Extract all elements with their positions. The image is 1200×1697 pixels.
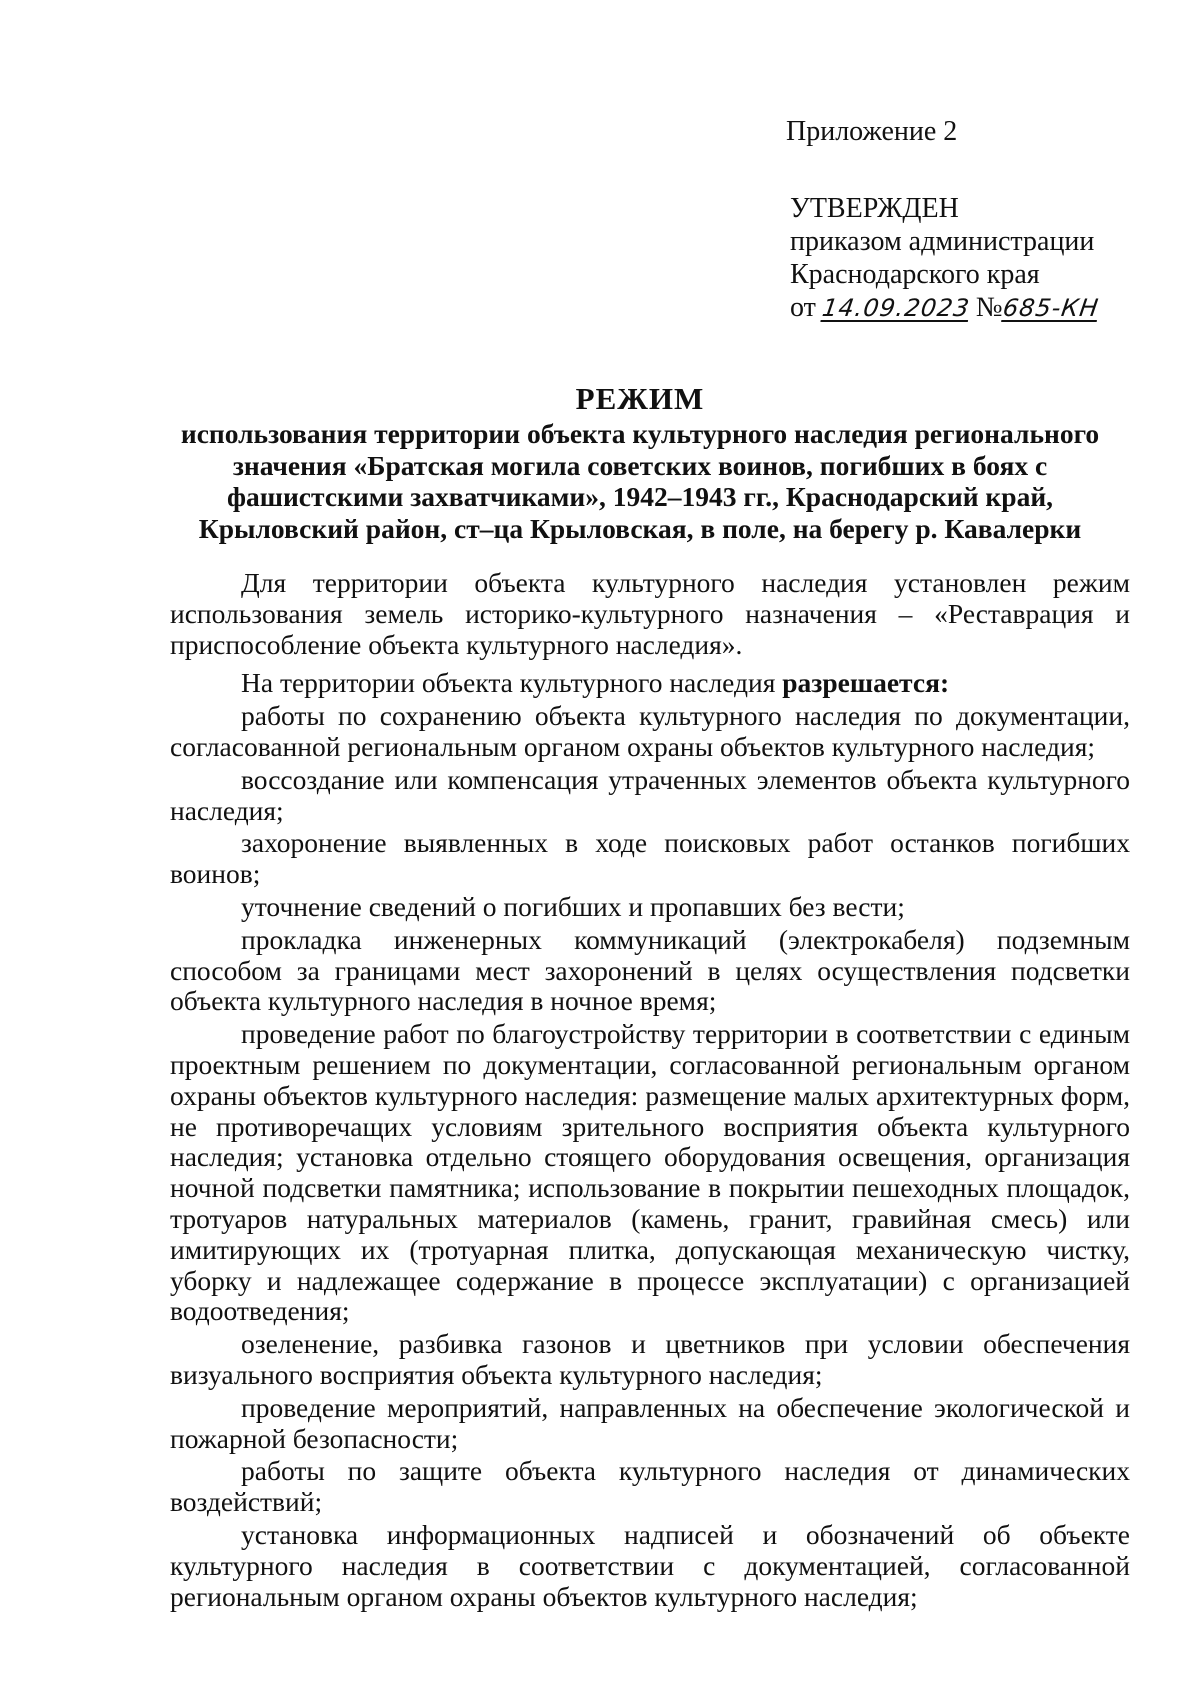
allowed-item: уточнение сведений о погибших и пропавших без вести; [241, 890, 905, 922]
approval-stamp-block [786, 115, 1170, 325]
allowed-item: озеленение, разбивка газонов и цветников при условии обеспечения визуального восприятия объекта культурного наследия; [170, 1328, 1130, 1390]
allowed-item: установка информационных надписей и обозначений об объекте культурного наследия в соответствии с документацией, согласованной региональным органом охраны объектов культурного наследия; [170, 1518, 1130, 1612]
appendix-label: Приложение 2 [786, 116, 958, 147]
order-line-1: приказом администрации [790, 226, 1095, 257]
allowed-item: проведение мероприятий, направленных на обеспечение экологической и пожарной безопасности; [170, 1391, 1130, 1454]
document-title-block [160, 380, 1120, 544]
allowed-item: захоронение выявленных в ходе поисковых работ останков погибших воинов; [170, 827, 1130, 890]
approved-label: УТВЕРЖДЕН [790, 193, 959, 224]
document-body [170, 568, 1130, 1614]
order-line-2: Краснодарского края [790, 259, 1040, 290]
allowed-item: работы по сохранению объекта культурного наследия по документации, согласованной региональным органом охраны объектов культурного наследия; [170, 700, 1130, 762]
allowed-heading-paragraph [170, 668, 1130, 699]
number-sign: № [975, 292, 1003, 323]
date-prefix: от [790, 292, 816, 323]
allowed-bold: разрешается: [782, 667, 950, 699]
allowed-item: прокладка инженерных коммуникаций (электрокабеля) подземным способом за границами мест захоронений в целях осуществления подсветки объекта культурного наследия в ночное время; [170, 923, 1130, 1017]
handwritten-number: 685-КН [1000, 294, 1101, 322]
document-title: РЕЖИМ [575, 381, 705, 416]
allowed-item: воссоздание или компенсация утраченных элементов объекта культурного наследия; [170, 763, 1130, 826]
allowed-prefix: На территории объекта культурного наследия [241, 667, 783, 699]
intro-paragraph: Для территории объекта культурного наследия установлен режим использования земель историко-культурного назначения – «Реставрация и приспособление объекта культурного наследия». [170, 567, 1130, 660]
document-subtitle: использования территории объекта культурного наследия регионального значения «Братская могила советских воинов, погибших в боях с фашистскими захватчиками», 1942–1943 гг., Краснодарский край, Крыловский район, ст–ца Крыловская, в поле, на берегу р. Кавалерки [180, 418, 1100, 544]
order-date-line [790, 291, 1170, 325]
allowed-item: работы по защите объекта культурного наследия от динамических воздействий; [170, 1455, 1130, 1518]
allowed-item: проведение работ по благоустройству территории в соответствии с единым проектным решением по документации, согласованной региональным органом охраны объектов культурного наследия: размещение малых архитектурных форм, не противоречащих условиям зрительного восприятия объекта культурного наследия; установка отдельно стоящего оборудования освещения, организация ночной подсветки памятника; использование в покрытии пешеходных площадок, тротуаров натуральных материалов (камень, гранит, гравийная смесь) или имитирующих их (тротуарная плитка, допускающая механическую чистку, уборку и надлежащее содержание в процессе эксплуатации) с организацией водоотведения; [170, 1018, 1130, 1327]
handwritten-date: 14.09.2023 [820, 294, 972, 322]
